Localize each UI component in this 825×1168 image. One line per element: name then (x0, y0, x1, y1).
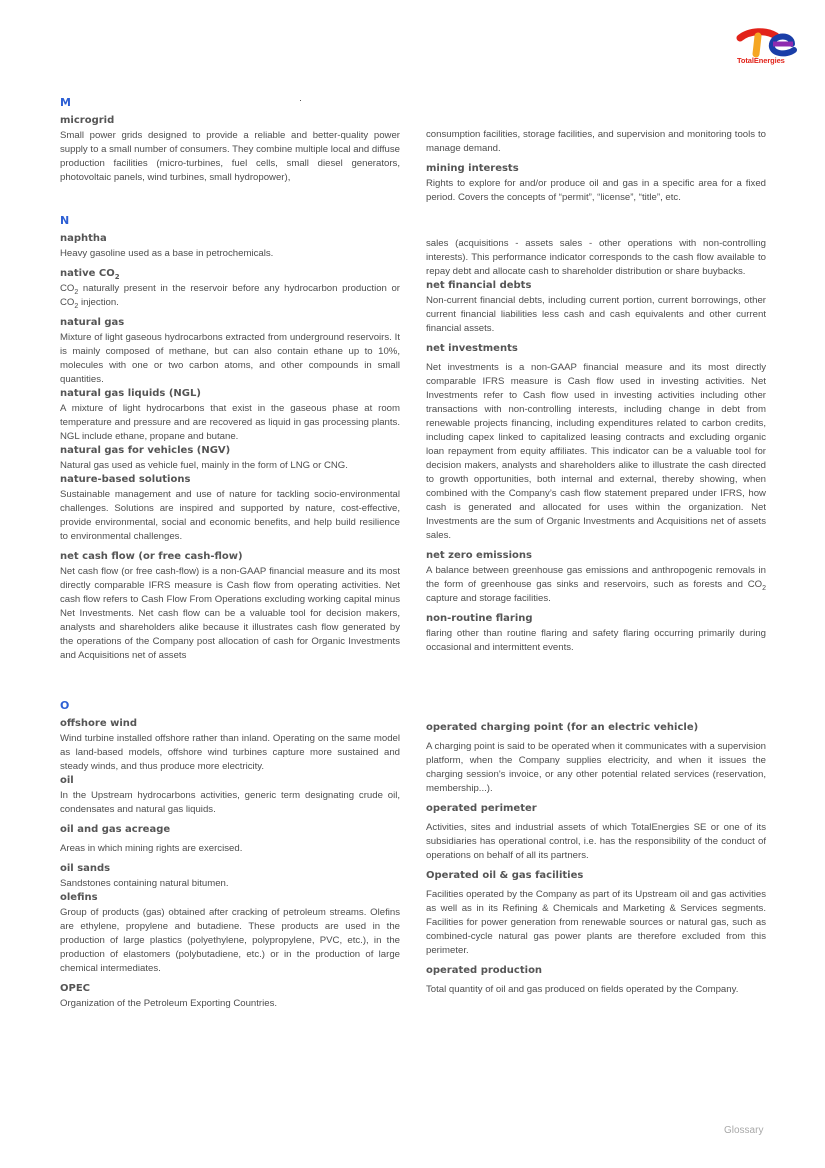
def-ni: Net investments is a non-GAAP financial measure and its most directly comparable IFRS measure is Cash flow used in investing activities. Net Investments refer to Cash flow used in investing activities including other transactions with non-controlling interests, including change in debt from renewable projects financing, including expenditures related to carbon credits, including capex linked to capitalized leasing contracts and excluding organic loan repayment from equity affiliates. This indicator can be a valuable tool for decision makers, analysts and shareholders alike to illustrate the cash directed to growth opportunities, both internal and external, thereby showing, when combined with the Company’s cash flow statement prepared under IFRS, how cash is generated and allocated for uses within the organization. Net Investments are the sum of Organic Investments and Acquisitions net of assets sales. (426, 362, 766, 541)
col-right-o (426, 721, 766, 997)
term-nbs: nature-based solutions (60, 474, 191, 485)
term-ngv: natural gas for vehicles (NGV) (60, 445, 231, 456)
term-ngl: natural gas liquids (NGL) (60, 388, 201, 399)
def-ncf: Net cash flow (or free cash-flow) is a non-GAAP financial measure and its most directly comparable IFRS measure is Cash flow from operating activities. Net cash flow refers to Cash Flow From Operations excluding working capital minus Net Investments. Net cash flow can be a valuable tool for decision makers, analysts and shareholders alike because it illustrates cash flow generated by the operations of the Company post allocation of cash for Organic Investments and Acquisitions net of assets (60, 566, 400, 661)
section-letter-o: O (60, 699, 70, 712)
term-naphtha: naphtha (60, 233, 107, 244)
def-op-facilities: Facilities operated by the Company as part of its Upstream oil and gas activities as well as in its Refining & Chemicals and Marketing & Services segments. Facilities for power generation from renewable sources or natural gas, such as combined-cycle natural gas power plants are therefore excluded from this perimeter. (426, 889, 766, 956)
def-ocp: A charging point is said to be operated when it communicates with a supervision platform, when the Company supplies electricity, and when it issues the charging session's invoice, or any other potential related services (reservation, membership...). (426, 741, 766, 794)
def-oil: In the Upstream hydrocarbons activities, generic term designating crude oil, condensates and natural gas liquids. (60, 790, 400, 815)
def-ngv: Natural gas used as vehicle fuel, mainly in the form of LNG or CNG. (60, 460, 348, 471)
def-microgrid-cont: consumption facilities, storage facilities, and supervision and monitoring tools to manage demand. (426, 129, 766, 154)
def-mining-interests: Rights to explore for and/or produce oil and gas in a specific area for a fixed period. Covers the concepts of “permit”, “license”, “title”, etc. (426, 178, 766, 203)
term-nfd: net financial debts (426, 280, 532, 291)
col-right-n (426, 237, 766, 655)
def-natural-gas: Mixture of light gaseous hydrocarbons extracted from underground reservoirs. It is mainly composed of methane, but can also contain ethane up to 10%, molecules with one or two carbon atoms, and other compounds in small quantities. (60, 332, 400, 385)
brand-name: TotalEnergies (737, 56, 785, 65)
term-ncf: net cash flow (or free cash-flow) (60, 551, 243, 562)
term-native-co2: native $CO_2$ (60, 268, 120, 281)
term-op-perimeter: operated perimeter (426, 803, 537, 814)
col-left-n (60, 232, 400, 663)
footer-label: Glossary (724, 1125, 764, 1136)
col-left-m (60, 114, 400, 185)
def-ngl: A mixture of light hydrocarbons that exist in the gaseous phase at room temperature and pressure and are recovered as liquid in gas processing plants. NGL include ethane, propane and butane. (60, 403, 400, 442)
def-nze: A balance between greenhouse gas emissions and anthropogenic removals in the form of greenhouse gas sinks and reservoirs, such as forests and $CO_2$ capture and storage facilities. (426, 565, 766, 604)
term-mining-interests: mining interests (426, 163, 519, 174)
term-opec: OPEC (60, 983, 90, 994)
term-op-facilities: Operated oil & gas facilities (426, 870, 584, 881)
term-op-production: operated production (426, 965, 543, 976)
section-letter-m: M (60, 96, 71, 109)
def-oil-gas-acreage: Areas in which mining rights are exercised. (60, 843, 243, 854)
term-oil: oil (60, 775, 74, 786)
col-right-m (426, 128, 766, 205)
def-opec: Organization of the Petroleum Exporting Countries. (60, 998, 278, 1009)
term-oil-sands: oil sands (60, 863, 111, 874)
term-olefins: olefins (60, 892, 98, 903)
def-nrf: flaring other than routine flaring and safety flaring occurring primarily during occasional and intermittent events. (426, 628, 766, 653)
def-naphtha: Heavy gasoline used as a base in petrochemicals. (60, 248, 274, 259)
def-microgrid: Small power grids designed to provide a reliable and better-quality power supply to a small number of consumers. They combine multiple local and diffuse production facilities (micro-turbines, fuel cells, small diesel generators, photovoltaic panels, wind turbines, small hydropower), (60, 130, 400, 183)
term-oil-gas-acreage: oil and gas acreage (60, 824, 171, 835)
term-nrf: non-routine flaring (426, 613, 533, 624)
section-letter-n: N (60, 214, 70, 227)
def-olefins: Group of products (gas) obtained after cracking of petroleum streams. Olefins are ethylene, propylene and butadiene. These products are used in the production of large plastics (polyethylene, polypropylene, PVC, etc.), in the production of elastomers (polybutadiene, etc.) or in the production of large chemical intermediates. (60, 907, 400, 974)
def-nbs: Sustainable management and use of nature for tackling socio-environmental challenges. Solutions are inspired and supported by nature, cost-effective, provide environmental, social and economic benefits, and help build resilience to environmental challenges. (60, 489, 400, 542)
def-native-co2: $CO_2$ naturally present in the reservoir before any hydrocarbon production or $CO_2$ injection. (60, 283, 400, 310)
term-nze: net zero emissions (426, 550, 532, 561)
term-microgrid: microgrid (60, 115, 115, 126)
term-natural-gas: natural gas (60, 317, 125, 328)
term-offshore-wind: offshore wind (60, 718, 138, 729)
def-oil-sands: Sandstones containing natural bitumen. (60, 878, 229, 889)
def-ncf-cont: sales (acquisitions - assets sales - other operations with non-controlling interests). This performance indicator corresponds to the cash flow available to repay debt and allocate cash to shareholder distribution or share buybacks. (426, 238, 766, 277)
col-left-o (60, 717, 400, 1011)
def-offshore-wind: Wind turbine installed offshore rather than inland. Operating on the same model as land-based models, offshore wind turbines capture more sustained and steady winds, and thus produce more electricity. (60, 733, 400, 772)
def-op-production: Total quantity of oil and gas produced on fields operated by the Company. (426, 984, 739, 995)
term-native-co2-text: native CO (60, 268, 115, 279)
term-ocp: operated charging point (for an electric vehicle) (426, 722, 699, 733)
term-ni: net investments (426, 343, 518, 354)
def-nfd: Non-current financial debts, including current portion, current borrowings, other current financial liabilities less cash and cash equivalents and other current financial assets. (426, 295, 766, 334)
stray-dot (300, 100, 301, 101)
def-op-perimeter: Activities, sites and industrial assets of which TotalEnergies SE or one of its subsidiaries has operational control, i.e. has the responsibility of the conduct of operations on behalf of all its partners. (426, 822, 766, 861)
